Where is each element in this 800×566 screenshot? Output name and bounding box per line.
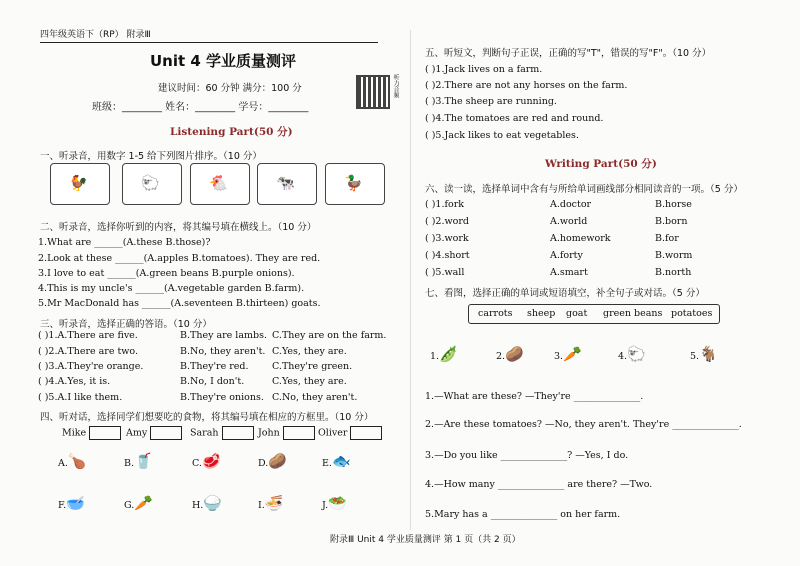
pic-1: 1.🫛 — [430, 345, 458, 363]
s3-row-2-c: C.Yes, they are. — [272, 346, 347, 357]
s3-row-3-a: ( )3.A.They're orange. — [38, 361, 144, 372]
s6-row-3-b: B.for — [655, 233, 679, 244]
food-c: C.🥩 — [192, 452, 221, 470]
page-title: Unit 4 学业质量测评 — [150, 52, 297, 70]
name-box-mike[interactable]: Mike — [62, 426, 121, 440]
s6-row-4-a: A.forty — [550, 250, 583, 261]
s3-row-4-a: ( )4.A.Yes, it is. — [38, 376, 111, 387]
header-tag: 四年级英语下（RP） 附录Ⅲ — [40, 27, 378, 43]
name-box-amy[interactable]: Amy — [126, 426, 182, 440]
s7-item-2: 2.—Are these tomatoes? —No, they aren't. They're ______________. — [425, 419, 742, 430]
picture-duck: 🦆 — [325, 163, 385, 205]
picture-sheep: 🐑 — [122, 163, 182, 205]
s3-row-1-c: C.They are on the farm. — [272, 330, 387, 341]
food-i: I.🍜 — [258, 494, 284, 512]
pic-5: 5.🐐 — [690, 345, 718, 363]
carrots-icon: 🥕 — [563, 345, 582, 363]
goat-icon: 🐐 — [699, 345, 718, 363]
s3-row-5-c: C.No, they aren't. — [272, 392, 358, 403]
s3-row-4-b: B.No, I don't. — [180, 376, 245, 387]
s3-row-2-b: B.No, they aren't. — [180, 346, 266, 357]
picture-rooster: 🐓 — [50, 163, 110, 205]
section-4-heading: 四、听对话，选择同学们想要吃的食物，将其编号填在相应的方框里。（10 分） — [40, 412, 374, 423]
s7-item-1: 1.—What are these? —They're ______________. — [425, 391, 644, 402]
roast-chicken-icon: 🍗 — [67, 452, 87, 470]
s5-item-5: ( )5.Jack likes to eat vegetables. — [425, 130, 579, 141]
page-footer: 附录Ⅲ Unit 4 学业质量测评 第 1 页（共 2 页） — [330, 535, 521, 545]
pic-4: 4.🐑 — [618, 345, 646, 363]
rice-icon: 🍚 — [203, 494, 222, 512]
s3-row-2-a: ( )2.A.There are two. — [38, 346, 139, 357]
s3-row-1-a: ( )1.A.There are five. — [38, 330, 138, 341]
steak-icon: 🥩 — [201, 452, 221, 470]
s6-row-5-b: B.north — [655, 267, 692, 278]
qr-caption: 听力音频 — [392, 74, 399, 98]
s6-row-1-a: A.doctor — [550, 199, 592, 210]
s3-row-5-b: B.They're onions. — [180, 392, 264, 403]
section-1-heading: 一、听录音，用数字 1-5 给下列图片排序。（10 分） — [40, 151, 262, 162]
soup-bowl-icon: 🥣 — [66, 494, 85, 512]
carrots-icon: 🥕 — [134, 494, 153, 512]
s7-item-4: 4.—How many ______________ are there? —Two. — [425, 479, 653, 490]
food-h: H.🍚 — [192, 494, 222, 512]
time-score-info: 建议时间：60 分钟 满分：100 分 — [158, 83, 302, 94]
s7-item-3: 3.—Do you like ______________? —Yes, I do. — [425, 450, 629, 461]
potatoes-icon: 🥔 — [268, 452, 287, 470]
juice-icon: 🥤 — [134, 452, 153, 470]
section-2-heading: 二、听录音，选择你听到的内容，将其编号填在横线上。（10 分） — [40, 222, 317, 233]
picture-cow: 🐄 — [257, 163, 317, 205]
food-g: G.🥕 — [124, 494, 153, 512]
s6-row-3-q: ( )3.work — [425, 233, 469, 244]
section-5-heading: 五、听短文，判断句子正误，正确的写"T"，错误的写"F"。（10 分） — [425, 48, 712, 59]
s6-row-2-a: A.world — [550, 216, 588, 227]
s3-row-3-b: B.They're red. — [180, 361, 249, 372]
sheep-icon: 🐑 — [627, 345, 646, 363]
food-b: B.🥤 — [124, 452, 153, 470]
s6-row-3-a: A.homework — [550, 233, 611, 244]
column-divider — [410, 30, 411, 530]
word-green-beans: green beans — [603, 308, 663, 319]
noodles-icon: 🍜 — [264, 494, 284, 512]
s6-row-4-q: ( )4.short — [425, 250, 470, 261]
word-carrots: carrots — [478, 308, 513, 319]
food-f: F.🥣 — [58, 494, 85, 512]
food-d: D.🥔 — [258, 452, 287, 470]
s6-row-4-b: B.worm — [655, 250, 693, 261]
green-beans-icon: 🫛 — [439, 345, 458, 363]
s2-item-4: 4.This is my uncle's ______(A.vegetable garden B.farm). — [38, 283, 305, 294]
salad-icon: 🥗 — [328, 494, 347, 512]
name-box-john[interactable]: John — [258, 426, 315, 440]
writing-part-heading: Writing Part(50 分) — [545, 158, 657, 170]
s6-row-5-q: ( )5.wall — [425, 267, 465, 278]
s2-item-3: 3.I love to eat ______(A.green beans B.purple onions). — [38, 268, 295, 279]
name-box-oliver[interactable]: Oliver — [318, 426, 382, 440]
s6-row-2-b: B.born — [655, 216, 688, 227]
s3-row-4-c: C.Yes, they are. — [272, 376, 347, 387]
word-goat: goat — [566, 308, 588, 319]
listening-part-heading: Listening Part(50 分) — [170, 126, 293, 138]
word-sheep: sheep — [527, 308, 556, 319]
s5-item-4: ( )4.The tomatoes are red and round. — [425, 113, 604, 124]
picture-hen: 🐔 — [190, 163, 250, 205]
s2-item-2: 2.Look at these ______(A.apples B.tomatoes). They are red. — [38, 253, 321, 264]
section-6-heading: 六、读一读，选择单词中含有与所给单词画线部分相同读音的一项。（5 分） — [425, 184, 743, 195]
word-potatoes: potatoes — [671, 308, 713, 319]
s5-item-3: ( )3.The sheep are running. — [425, 96, 557, 107]
name-box-sarah[interactable]: Sarah — [190, 426, 254, 440]
section-3-heading: 三、听录音，选择正确的答语。（10 分） — [40, 319, 212, 330]
s3-row-1-b: B.They are lambs. — [180, 330, 267, 341]
student-info-line: 班级：________ 姓名：________ 学号：________ — [92, 102, 309, 113]
s6-row-2-q: ( )2.word — [425, 216, 469, 227]
s6-row-1-b: B.horse — [655, 199, 692, 210]
pic-2: 2.🥔 — [496, 345, 524, 363]
potatoes-icon: 🥔 — [505, 345, 524, 363]
s5-item-2: ( )2.There are not any horses on the farm. — [425, 80, 628, 91]
fish-icon: 🐟 — [331, 452, 351, 470]
food-j: J.🥗 — [322, 494, 347, 512]
s5-item-1: ( )1.Jack lives on a farm. — [425, 64, 543, 75]
s3-row-3-c: C.They're green. — [272, 361, 353, 372]
food-a: A.🍗 — [58, 452, 87, 470]
pic-3: 3.🥕 — [554, 345, 582, 363]
qr-code-icon[interactable] — [356, 75, 390, 109]
s6-row-5-a: A.smart — [550, 267, 588, 278]
s2-item-5: 5.Mr MacDonald has ______(A.seventeen B.thirteen) goats. — [38, 298, 321, 309]
s7-item-5: 5.Mary has a ______________ on her farm. — [425, 509, 621, 520]
s3-row-5-a: ( )5.A.I like them. — [38, 392, 123, 403]
s6-row-1-q: ( )1.fork — [425, 199, 465, 210]
s2-item-1: 1.What are ______(A.these B.those)? — [38, 237, 211, 248]
food-e: E.🐟 — [322, 452, 351, 470]
section-7-heading: 七、看图，选择正确的单词或短语填空，补全句子或对话。（5 分） — [425, 288, 705, 299]
